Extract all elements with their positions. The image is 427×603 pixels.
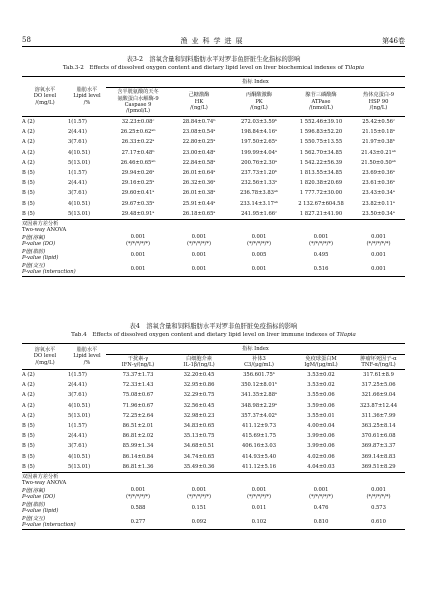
- value-cell: 34.68±0.51: [183, 443, 215, 450]
- value-cell: 1 562.70±34.85: [299, 149, 343, 156]
- col-header-line: IgM/(μg/mL): [304, 362, 338, 368]
- col-header-line: /(ng/L): [369, 105, 388, 112]
- header-row: [22, 344, 405, 355]
- value-cell: 23.08±0.54ᵃ: [182, 129, 216, 136]
- value-cell: 26.18±0.65ᵃ: [170, 209, 228, 220]
- lipid-cell: 3(7.61): [68, 190, 87, 197]
- value-cell: 29.67±0.35ᵃ: [121, 200, 155, 207]
- anova-pvalue: 0.001: [251, 234, 267, 241]
- do-cell: A (2): [22, 382, 35, 389]
- do-cell: B (5): [22, 453, 35, 460]
- anova-pvalue: 0.001: [371, 251, 386, 258]
- lipid-cell: 2(4.41): [68, 433, 87, 440]
- page-number: 58: [22, 36, 31, 44]
- table1-col-lipid: [68, 77, 106, 117]
- do-cell: B (5): [22, 443, 35, 450]
- value-cell: 71.96±0.67: [122, 402, 154, 409]
- table-row: [22, 199, 405, 209]
- anova-significance: (*/*/*/*/*): [246, 494, 271, 501]
- anova-row: [22, 241, 405, 248]
- do-cell: B (5): [22, 190, 35, 197]
- value-cell: 21.97±0.38ᵇ: [362, 139, 395, 146]
- table-row: [22, 462, 405, 473]
- col-header-line: 白细胞介素: [186, 355, 212, 362]
- lipid-cell: 3(7.61): [68, 139, 87, 146]
- value-cell: 29.16±0.25ᵃ: [121, 180, 155, 187]
- table1-col-do: [22, 77, 68, 117]
- anova-label-cn: P值(交互): [22, 262, 46, 269]
- volume-label: 第46卷: [382, 37, 405, 45]
- table1-col-header: [170, 88, 228, 117]
- anova-label-en: P-value (lipid): [22, 508, 59, 515]
- do-cell: B (5): [22, 423, 35, 430]
- value-cell: 197.50±2.65ᵃ: [240, 139, 278, 146]
- col-header-line: 干扰素-γ: [127, 355, 149, 362]
- value-cell: 411.12±5.16: [228, 462, 290, 473]
- anova-row: [22, 494, 405, 501]
- lipid-header-line: 脂肪水平: [76, 86, 98, 93]
- value-cell: 86.14±0.84: [122, 453, 154, 460]
- value-cell: 26.33±0.22ᵃ: [121, 139, 155, 146]
- do-cell: B (5): [22, 462, 68, 473]
- value-cell: 1 777.72±30.00: [299, 190, 343, 197]
- anova-pvalue: 0.001: [313, 234, 329, 241]
- value-cell: 86.81±1.36: [106, 462, 170, 473]
- table2-col-header: [106, 355, 170, 370]
- anova-row: [22, 487, 405, 494]
- value-cell: 236.78±3.83ᵃᵇ: [239, 190, 279, 197]
- table-row: [22, 168, 405, 178]
- value-cell: 35.49±0.36: [170, 462, 228, 473]
- value-cell: 4.02±0.06: [307, 453, 335, 460]
- value-cell: 4.00±0.04: [307, 423, 335, 430]
- col-header-line: 肿瘤坏死因子-α: [360, 355, 397, 362]
- anova-significance: (*/*/*/*/*): [308, 494, 333, 501]
- header-row: [22, 77, 405, 88]
- anova-pvalue: 0.151: [191, 504, 207, 511]
- value-cell: 32.29±0.75: [183, 392, 215, 399]
- anova-pvalue: 0.516: [290, 262, 352, 277]
- anova-pvalue: 0.001: [352, 262, 405, 277]
- anova-pvalue: 0.495: [313, 251, 329, 258]
- anova-pvalue: 0.001: [371, 487, 386, 494]
- do-cell: B (5): [22, 209, 68, 220]
- lipid-cell: 4(10.51): [68, 200, 91, 207]
- col-header-line: /(ng/L): [250, 105, 268, 112]
- anova-significance: (*/*/*/*/*): [366, 241, 391, 248]
- col-header-line: 己糖激酶: [188, 92, 210, 99]
- value-cell: 348.98±2.29ᵃ: [240, 402, 278, 409]
- value-cell: 1 596.83±52.20: [299, 129, 343, 136]
- anova-row: [22, 501, 405, 508]
- value-cell: 23.50±0.34ᵃ: [352, 209, 405, 220]
- anova-row: [22, 248, 405, 255]
- col-header-line: 氨酸蛋白水解酶-9: [117, 95, 159, 102]
- value-cell: 26.01±0.64ᵃ: [182, 170, 216, 177]
- value-cell: 3.59±0.06: [307, 402, 335, 409]
- anova-pvalue: 0.573: [371, 504, 386, 511]
- value-cell: 1 820.38±20.69: [299, 180, 343, 187]
- value-cell: 1 542.22±56.39: [299, 159, 343, 166]
- col-header-line: TNF-α/(ng/L): [361, 362, 396, 368]
- value-cell: 232.56±1.33ᵃ: [240, 180, 278, 187]
- value-cell: 1 827.21±41.90: [290, 209, 352, 220]
- value-cell: 2 132.67±604.58: [298, 200, 344, 207]
- do-cell: A (2): [22, 159, 35, 166]
- table-row: [22, 431, 405, 441]
- value-cell: 370.61±6.08: [361, 433, 396, 440]
- value-cell: 3.99±0.06: [307, 443, 335, 450]
- do-cell: B (5): [22, 180, 35, 187]
- value-cell: 26.25±0.62ᵃᵇ: [120, 129, 156, 136]
- table-row: [22, 390, 405, 400]
- value-cell: 199.99±4.04ᵃ: [240, 149, 278, 156]
- col-header-line: 腺苷三磷酸酶: [305, 92, 337, 99]
- table1-index-span: 指标 Index: [106, 77, 405, 88]
- col-header-line: 免疫球蛋白M: [305, 355, 337, 362]
- anova-label-en: P-value (DO): [22, 241, 56, 248]
- value-cell: 22.84±0.58ᵃ: [182, 159, 216, 166]
- value-cell: 25.91±0.44ᵃ: [182, 200, 216, 207]
- value-cell: 86.81±2.02: [122, 433, 154, 440]
- value-cell: 317.25±5.06: [361, 382, 396, 389]
- anova-title-row: [22, 472, 405, 480]
- do-cell: B (5): [22, 433, 35, 440]
- value-cell: 198.84±4.16ᵃ: [240, 129, 278, 136]
- col-header-line: 补体3: [252, 355, 266, 362]
- col-header-line: 丙酮酸激酶: [246, 92, 272, 99]
- anova-label-cn: P值(脂肪): [22, 501, 46, 508]
- anova-title-en: Two-way ANOVA: [22, 480, 67, 487]
- table-row: [22, 148, 405, 158]
- anova-label-en: P-value (interaction): [22, 269, 106, 277]
- value-cell: 350.12±8.01ᵇ: [240, 382, 278, 389]
- lipid-cell: 4(10.51): [68, 149, 91, 156]
- lipid-cell: 3(7.61): [68, 443, 87, 450]
- col-header-line: /(pmol/L): [125, 108, 150, 115]
- table1-col-header: [228, 88, 290, 117]
- table1-caption: [22, 56, 405, 72]
- do-cell: A (2): [22, 372, 35, 379]
- anova-title-cn: 双因素方差分析: [22, 220, 59, 227]
- lipid-header-line: Lipid level: [73, 93, 101, 100]
- anova-significance: (*/*/*/*/*): [308, 241, 333, 248]
- value-cell: 200.76±2.30ᵃ: [240, 159, 278, 166]
- table2: [22, 343, 405, 530]
- anova-pvalue: 0.610: [352, 515, 405, 530]
- value-cell: 23.69±0.36ᵃ: [362, 170, 395, 177]
- anova-pvalue: 0.001: [106, 262, 170, 277]
- table1: [22, 76, 405, 277]
- anova-title-en: Two-way ANOVA: [22, 227, 67, 234]
- anova-label-cn: P值(脂肪): [22, 248, 46, 255]
- lipid-header-line: 脂肪水平: [76, 346, 98, 353]
- value-cell: 29.60±0.41ᵃ: [121, 190, 155, 197]
- value-cell: 3.53±0.02: [307, 382, 335, 389]
- anova-pvalue: 0.102: [228, 515, 290, 530]
- value-cell: 363.25±8.14: [361, 423, 396, 430]
- do-cell: A (2): [22, 402, 35, 409]
- lipid-cell: 3(7.61): [68, 392, 87, 399]
- anova-pvalue: 0.005: [251, 251, 267, 258]
- table-row: [22, 209, 405, 220]
- running-header: [22, 34, 405, 47]
- table-row: [22, 178, 405, 188]
- do-cell: B (5): [22, 200, 35, 207]
- table-row: [22, 421, 405, 431]
- value-cell: 72.25±2.64: [122, 412, 154, 419]
- lipid-cell: 5(13.01): [68, 412, 91, 419]
- value-cell: 75.08±0.67: [122, 392, 154, 399]
- anova-pvalue: 0.476: [313, 504, 329, 511]
- do-header-line: /(mg/L): [35, 99, 55, 106]
- value-cell: 29.94±0.26ᵃ: [121, 170, 155, 177]
- value-cell: 272.03±3.59ᵇ: [240, 119, 278, 126]
- value-cell: 3.55±0.01: [307, 412, 335, 419]
- value-cell: 32.95±0.86: [183, 382, 215, 389]
- value-cell: 73.37±1.73: [122, 372, 154, 379]
- anova-pvalue: 0.001: [170, 262, 228, 277]
- anova-pvalue: 0.001: [191, 251, 207, 258]
- value-cell: 23.61±0.36ᵃ: [362, 180, 395, 187]
- anova-label-en: P-value (interaction): [22, 522, 106, 530]
- table1-title-cn: 表3-2 溶氧含量和饲料脂肪水平对罗非鱼肝脏生化指标的影响: [126, 56, 301, 63]
- table2-col-header: [290, 355, 352, 370]
- lipid-header-line: Lipid level: [73, 353, 101, 360]
- anova-row: [22, 234, 405, 241]
- do-header-line: 溶氧水平: [34, 86, 56, 93]
- value-cell: 23.82±0.11ᵃ: [362, 200, 395, 207]
- table-row: [22, 380, 405, 390]
- anova-pvalue: 0.001: [251, 487, 267, 494]
- do-header-line: /(mg/L): [35, 359, 55, 366]
- table1-title-en: Tab.3-2 Effects of dissolved oxygen content and dietary lipid level on liver biochemical indexes of Tilapia: [62, 65, 365, 71]
- anova-significance: (*/*/*/*/*): [246, 241, 271, 248]
- col-header-line: /(nmol/L): [308, 105, 334, 112]
- anova-pvalue: 0.092: [170, 515, 228, 530]
- anova-label-cn: P值(溶氧): [22, 487, 46, 494]
- value-cell: 21.50±0.50ᵃᵇ: [361, 159, 396, 166]
- value-cell: 85.99±1.34: [122, 443, 154, 450]
- table2-col-header: [352, 355, 405, 370]
- value-cell: 1 550.75±13.55: [299, 139, 343, 146]
- value-cell: 415.69±1.75: [241, 433, 277, 440]
- value-cell: 321.66±9.04: [361, 392, 396, 399]
- col-header-line: PK: [255, 98, 263, 105]
- col-header-line: HSP 90: [368, 98, 389, 105]
- value-cell: 26.32±0.36ᵃ: [182, 180, 216, 187]
- value-cell: 32.98±0.23: [183, 412, 215, 419]
- do-cell: A (2): [22, 412, 35, 419]
- anova-pvalue: 0.001: [371, 234, 386, 241]
- value-cell: 369.14±8.83: [361, 453, 396, 460]
- value-cell: 25.42±0.56ᶜ: [362, 119, 395, 126]
- lipid-header-line: /%: [83, 359, 91, 366]
- table-row: [22, 158, 405, 168]
- col-header-line: 热休克蛋白-9: [363, 92, 394, 99]
- table2-index-span: 指标 Index: [106, 344, 405, 355]
- anova-significance: (*/*/*/*/*): [125, 241, 150, 248]
- anova-significance: (*/*/*/*/*): [186, 494, 211, 501]
- col-header-line: ATPase: [311, 98, 331, 105]
- do-cell: A (2): [22, 139, 35, 146]
- anova-title-cn: 双因素方差分析: [22, 473, 59, 480]
- value-cell: 1 813.55±34.85: [299, 170, 343, 177]
- lipid-header-line: /%: [83, 99, 91, 106]
- anova-significance: (*/*/*/*/*): [125, 494, 150, 501]
- table2-col-do: [22, 344, 68, 370]
- anova-pvalue: 0.001: [130, 487, 146, 494]
- do-header-line: DO level: [33, 353, 57, 360]
- table1-col-header: [106, 88, 170, 117]
- value-cell: 3.99±0.06: [307, 433, 335, 440]
- lipid-cell: 1(1.57): [68, 119, 87, 126]
- anova-title-row: [22, 227, 405, 234]
- value-cell: 28.84±0.74ᵇ: [182, 119, 216, 126]
- anova-significance: (*/*/*/*/*): [186, 241, 211, 248]
- value-cell: 27.17±0.48ᵇ: [121, 149, 155, 156]
- table-row: [22, 127, 405, 137]
- table2-title-en: Tab.4 Effects of dissolved oxygen content and dietary lipid level on liver immune indexes of Tilapia: [71, 332, 356, 338]
- anova-significance: (*/*/*/*/*): [366, 494, 391, 501]
- value-cell: 4.04±0.03: [290, 462, 352, 473]
- lipid-cell: 4(10.51): [68, 402, 91, 409]
- do-header-line: 溶氧水平: [34, 346, 56, 353]
- anova-label-cn: P值(溶氧): [22, 234, 46, 241]
- col-header-line: IL-1β/(ng/L): [183, 362, 215, 368]
- table-row: [22, 401, 405, 411]
- do-header-line: DO level: [33, 93, 57, 100]
- do-cell: A (2): [22, 129, 35, 136]
- value-cell: 357.37±4.02ᵇ: [240, 412, 278, 419]
- value-cell: 32.56±0.45: [183, 402, 215, 409]
- value-cell: 34.74±0.65: [183, 453, 215, 460]
- table-row: [22, 117, 405, 128]
- table-row: [22, 370, 405, 381]
- anova-label-en: P-value (DO): [22, 494, 56, 501]
- anova-label-cn: P值(交互): [22, 515, 46, 522]
- table-row: [22, 452, 405, 462]
- value-cell: 369.51±8.29: [352, 462, 405, 473]
- value-cell: 3.53±0.02: [307, 372, 335, 379]
- anova-pvalue: 0.001: [191, 487, 207, 494]
- col-header-line: IFN-γ/(ng/L): [121, 362, 155, 368]
- value-cell: 323.87±12.44: [359, 402, 398, 409]
- anova-pvalue: 0.001: [228, 262, 290, 277]
- table1-col-header: [352, 88, 405, 117]
- table2-col-lipid: [68, 344, 106, 370]
- value-cell: 32.23±0.08ᶜ: [121, 119, 155, 126]
- lipid-cell: 2(4.41): [68, 129, 87, 136]
- value-cell: 3.55±0.06: [307, 392, 335, 399]
- col-header-line: 含半胱氨酸的天冬: [117, 89, 159, 96]
- table2-title-cn: 表4 溶氧含量和饲料脂肪水平对罗非鱼肝脏免疫指标的影响: [129, 323, 298, 330]
- lipid-cell: 5(13.01): [68, 462, 106, 473]
- value-cell: 32.20±0.45: [183, 372, 215, 379]
- anova-pvalue: 0.588: [130, 504, 146, 511]
- value-cell: 21.15±0.18ᵃ: [362, 129, 395, 136]
- anova-label-en: P-value (lipid): [22, 255, 59, 262]
- value-cell: 414.93±5.40: [241, 453, 277, 460]
- value-cell: 72.33±1.43: [122, 382, 154, 389]
- anova-row: [22, 515, 405, 522]
- anova-pvalue: 0.001: [191, 234, 207, 241]
- table2-caption: [22, 323, 405, 339]
- value-cell: 369.87±3.37: [361, 443, 396, 450]
- value-cell: 1 552.46±39.10: [299, 119, 343, 126]
- value-cell: 341.35±2.88ᵃ: [240, 392, 278, 399]
- value-cell: 23.00±0.48ᵃ: [182, 149, 216, 156]
- anova-pvalue: 0.001: [130, 251, 146, 258]
- anova-title-row: [22, 219, 405, 227]
- lipid-cell: 1(1.57): [68, 423, 87, 430]
- table2-col-header: [170, 355, 228, 370]
- lipid-cell: 5(13.01): [68, 159, 91, 166]
- anova-row: [22, 262, 405, 269]
- value-cell: 317.61±8.9: [363, 372, 394, 379]
- col-header-line: /(ng/L): [190, 105, 208, 112]
- journal-name: 渔业科学进展: [180, 37, 247, 45]
- value-cell: 34.83±0.65: [183, 423, 215, 430]
- do-cell: B (5): [22, 170, 35, 177]
- lipid-cell: 2(4.41): [68, 180, 87, 187]
- value-cell: 23.43±0.34ᵃ: [362, 190, 395, 197]
- value-cell: 311.36±7.99: [361, 412, 396, 419]
- table-row: [22, 411, 405, 421]
- value-cell: 29.48±0.91ᵃ: [106, 209, 170, 220]
- value-cell: 406.16±3.03: [241, 443, 277, 450]
- value-cell: 26.01±0.38ᵃ: [182, 190, 216, 197]
- anova-title-row: [22, 480, 405, 487]
- value-cell: 233.14±3.17ᵃᵇ: [239, 200, 279, 207]
- table2-col-header: [228, 355, 290, 370]
- col-header-line: HK: [194, 98, 204, 105]
- value-cell: 22.80±0.25ᵃ: [182, 139, 216, 146]
- table-row: [22, 137, 405, 147]
- anova-pvalue: 0.277: [106, 515, 170, 530]
- lipid-cell: 1(1.57): [68, 372, 87, 379]
- lipid-cell: 2(4.41): [68, 382, 87, 389]
- do-cell: A (2): [22, 149, 35, 156]
- value-cell: 241.95±1.66ᶜ: [228, 209, 290, 220]
- anova-pvalue: 0.011: [251, 504, 267, 511]
- value-cell: 21.43±0.21ᵃᵇ: [361, 149, 396, 156]
- value-cell: 35.13±0.75: [183, 433, 215, 440]
- col-header-line: Caspase 9: [124, 102, 152, 108]
- anova-pvalue: 0.001: [130, 234, 146, 241]
- do-cell: A (2): [22, 392, 35, 399]
- table-row: [22, 441, 405, 451]
- value-cell: 86.51±2.01: [122, 423, 154, 430]
- value-cell: 237.73±1.20ᵇ: [240, 170, 278, 177]
- col-header-line: C3/(μg/mL): [244, 362, 274, 368]
- value-cell: 356.601.75ᵇ: [243, 372, 275, 379]
- lipid-cell: 4(10.51): [68, 453, 91, 460]
- lipid-cell: 5(13.01): [68, 209, 106, 220]
- anova-pvalue: 0.810: [290, 515, 352, 530]
- value-cell: 411.12±9.73: [241, 423, 277, 430]
- value-cell: 26.46±0.65ᵃᵇ: [120, 159, 156, 166]
- table-row: [22, 188, 405, 198]
- anova-pvalue: 0.001: [313, 487, 329, 494]
- lipid-cell: 1(1.57): [68, 170, 87, 177]
- do-cell: A (2): [22, 119, 35, 126]
- table1-col-header: [290, 88, 352, 117]
